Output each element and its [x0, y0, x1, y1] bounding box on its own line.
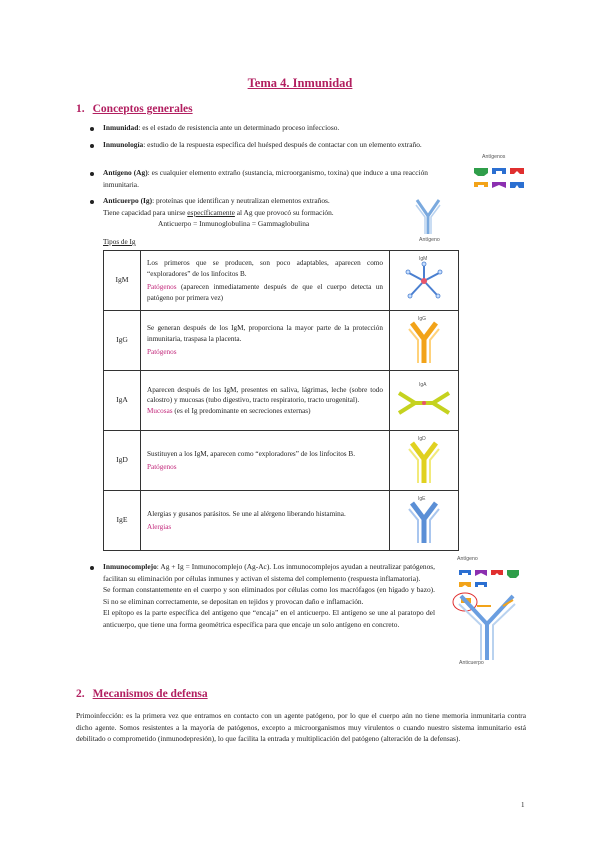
section-number: 2.	[76, 688, 85, 700]
table-row	[104, 491, 459, 551]
ig-target-note: (aparecen inmediatamente después de que el cuerpo detecta un patógeno por primera vez)	[147, 283, 383, 302]
ig-description	[141, 251, 390, 311]
definition-line2-end: al Ag que provocó su formación.	[234, 207, 334, 217]
ig-description	[141, 371, 390, 431]
term: Antígeno (Ag)	[103, 168, 148, 177]
term: Inmunología	[103, 140, 144, 149]
bullet-dot	[90, 563, 97, 570]
bullet-antigeno	[103, 167, 428, 190]
ig-target: Patógenos	[147, 463, 177, 471]
paragraph: El epítopo es la parte específica del antígeno que “encaja” en el anticuerpo. El antígeno se une al paratopo del anticuerpo, que tiene una forma geométrica específica para que encaje un solo antígeno en concreto.	[103, 608, 435, 629]
page-number: 1	[521, 801, 525, 809]
table-row	[104, 251, 459, 311]
bullet-dot	[90, 141, 97, 148]
table-row	[104, 431, 459, 491]
table-row	[104, 311, 459, 371]
antibody-label: Antígeno	[419, 237, 440, 243]
ig-types-table	[103, 250, 459, 551]
ig-name: IgE	[104, 491, 141, 551]
mecanismos-paragraph: Primoinfección: es la primera vez que entramos en contacto con un agente patógeno, por lo que el cuerpo aún no tiene memoria inmunitaria contra dicho agente. Somos resistentes a la mayoría de patógenos, excepto a microorganismos muy virulentos o cuando nuestro sistema inmunitario está debilitado o comprometido (inmunodepresión), lo que facilita la entrada y multiplicación del patógeno (alteración de la defensas).	[76, 711, 526, 743]
iga-dimer-icon	[393, 379, 455, 419]
definition: : estudio de la respuesta específica del huésped después de contactar con un elemento extraño.	[143, 140, 422, 149]
bullet-inmunocomplejo	[103, 561, 435, 630]
emphasis: específicamente	[187, 207, 235, 217]
ig-name: IgD	[104, 431, 141, 491]
section-heading-1	[76, 103, 193, 115]
ig-target: Mucosas	[147, 406, 173, 415]
section-heading-2	[76, 688, 208, 700]
ig-image-cell	[390, 311, 459, 371]
synonyms: Anticuerpo = Inmunoglobulina = Gammaglobulina	[158, 219, 310, 228]
ige-monomer-icon	[404, 493, 444, 545]
term: Anticuerpo (Ig)	[103, 196, 153, 205]
ig-desc-text: Los primeros que se producen, son poco adaptables, aparecen como “exploradores” de los linfocitos B.	[147, 259, 383, 278]
ig-description	[141, 491, 390, 551]
ig-image-label: IgE	[418, 495, 426, 502]
ig-image-cell	[390, 371, 459, 431]
tipos-ig-label: Tipos de Ig	[103, 238, 136, 246]
ig-target: Alergias	[147, 523, 172, 531]
ig-image-label: IgM	[419, 255, 428, 262]
bullet-dot	[90, 197, 97, 204]
page-title: Tema 4. Inmunidad	[247, 76, 353, 90]
immunocomplex-icon	[447, 562, 533, 662]
antigens-label: Antígenos	[482, 154, 506, 160]
antibody-label: Anticuerpo	[459, 660, 484, 666]
definition-line2: Tiene capacidad para unirse	[103, 207, 188, 217]
igm-pentamer-icon	[399, 253, 449, 305]
ig-image-cell	[390, 491, 459, 551]
section-title: Mecanismos de defensa	[92, 688, 208, 700]
ig-target-note: (es el Ig predominante en secreciones externas)	[172, 406, 311, 415]
ig-image-cell	[390, 251, 459, 311]
ig-image-label: IgD	[418, 435, 426, 442]
immunocomplex-figure	[447, 556, 533, 666]
ig-name: IgG	[104, 311, 141, 371]
definition: : es cualquier elemento extraño (sustancia, microorganismo, toxina) que induce a una reacción inmunitaria.	[103, 168, 429, 189]
bullet-dot	[90, 124, 97, 131]
paragraph: Se forman constantemente en el cuerpo y son eliminados por células como los macrófagos (en hígado y bazo). Si no se eliminan correctamente, se depositan en tejidos y provocan daño e inflamación.	[103, 585, 435, 606]
antigens-figure	[470, 154, 536, 198]
definition: : es el estado de resistencia ante un determinado proceso infeccioso.	[138, 123, 340, 132]
antibody-figure	[413, 196, 443, 246]
bullet-inmunologia	[103, 139, 433, 151]
ig-description	[141, 311, 390, 371]
ig-description	[141, 431, 390, 491]
antibody-icon	[413, 196, 443, 236]
ig-image-cell	[390, 431, 459, 491]
ig-desc-text: Sustituyen a los IgM, aparecen como “exploradores” de los linfocitos B.	[147, 449, 355, 458]
ig-image-label: IgA	[419, 381, 427, 388]
bullet-anticuerpo	[103, 195, 413, 230]
antigen-shapes-icon	[470, 162, 536, 200]
term: Inmunidad	[103, 123, 139, 132]
bullet-inmunidad	[103, 122, 443, 134]
ig-name: IgM	[104, 251, 141, 311]
ig-desc-text: Se generan después de los IgM, proporciona la mayor parte de la protección inmunitaria, traspasa la placenta.	[147, 324, 383, 343]
igg-monomer-icon	[404, 313, 444, 365]
term: Inmunocomplejo	[103, 562, 157, 571]
bullet-dot	[90, 169, 97, 176]
ig-image-label: IgG	[418, 315, 427, 322]
definition: : proteínas que identifican y neutralizan elementos extraños.	[152, 196, 330, 205]
ig-target: Patógenos	[147, 283, 177, 291]
section-number: 1.	[76, 103, 85, 115]
antigen-label: Antígeno	[457, 556, 478, 562]
ig-desc-text: Alergias y gusanos parásitos. Se une al alérgeno liberando histamina.	[147, 509, 346, 518]
ig-name: IgA	[104, 371, 141, 431]
ig-desc-text: Aparecen después de los IgM, presentes en saliva, lágrimas, leche (sobre todo calostro) y mucosas (tubo digestivo, tracto respiratorio, tracto urogenital).	[147, 385, 383, 405]
section-title: Conceptos generales	[92, 103, 193, 115]
definition: : Ag + Ig = Inmunocomplejo (Ag-Ac). Los inmunocomplejos ayudan a neutralizar patógenos, facilitan su eliminación por células inmunes y activan el sistema del complemento (respuesta inflamatoria).	[103, 562, 435, 583]
ig-target: Patógenos	[147, 348, 177, 357]
igd-monomer-icon	[404, 433, 444, 485]
table-row	[104, 371, 459, 431]
